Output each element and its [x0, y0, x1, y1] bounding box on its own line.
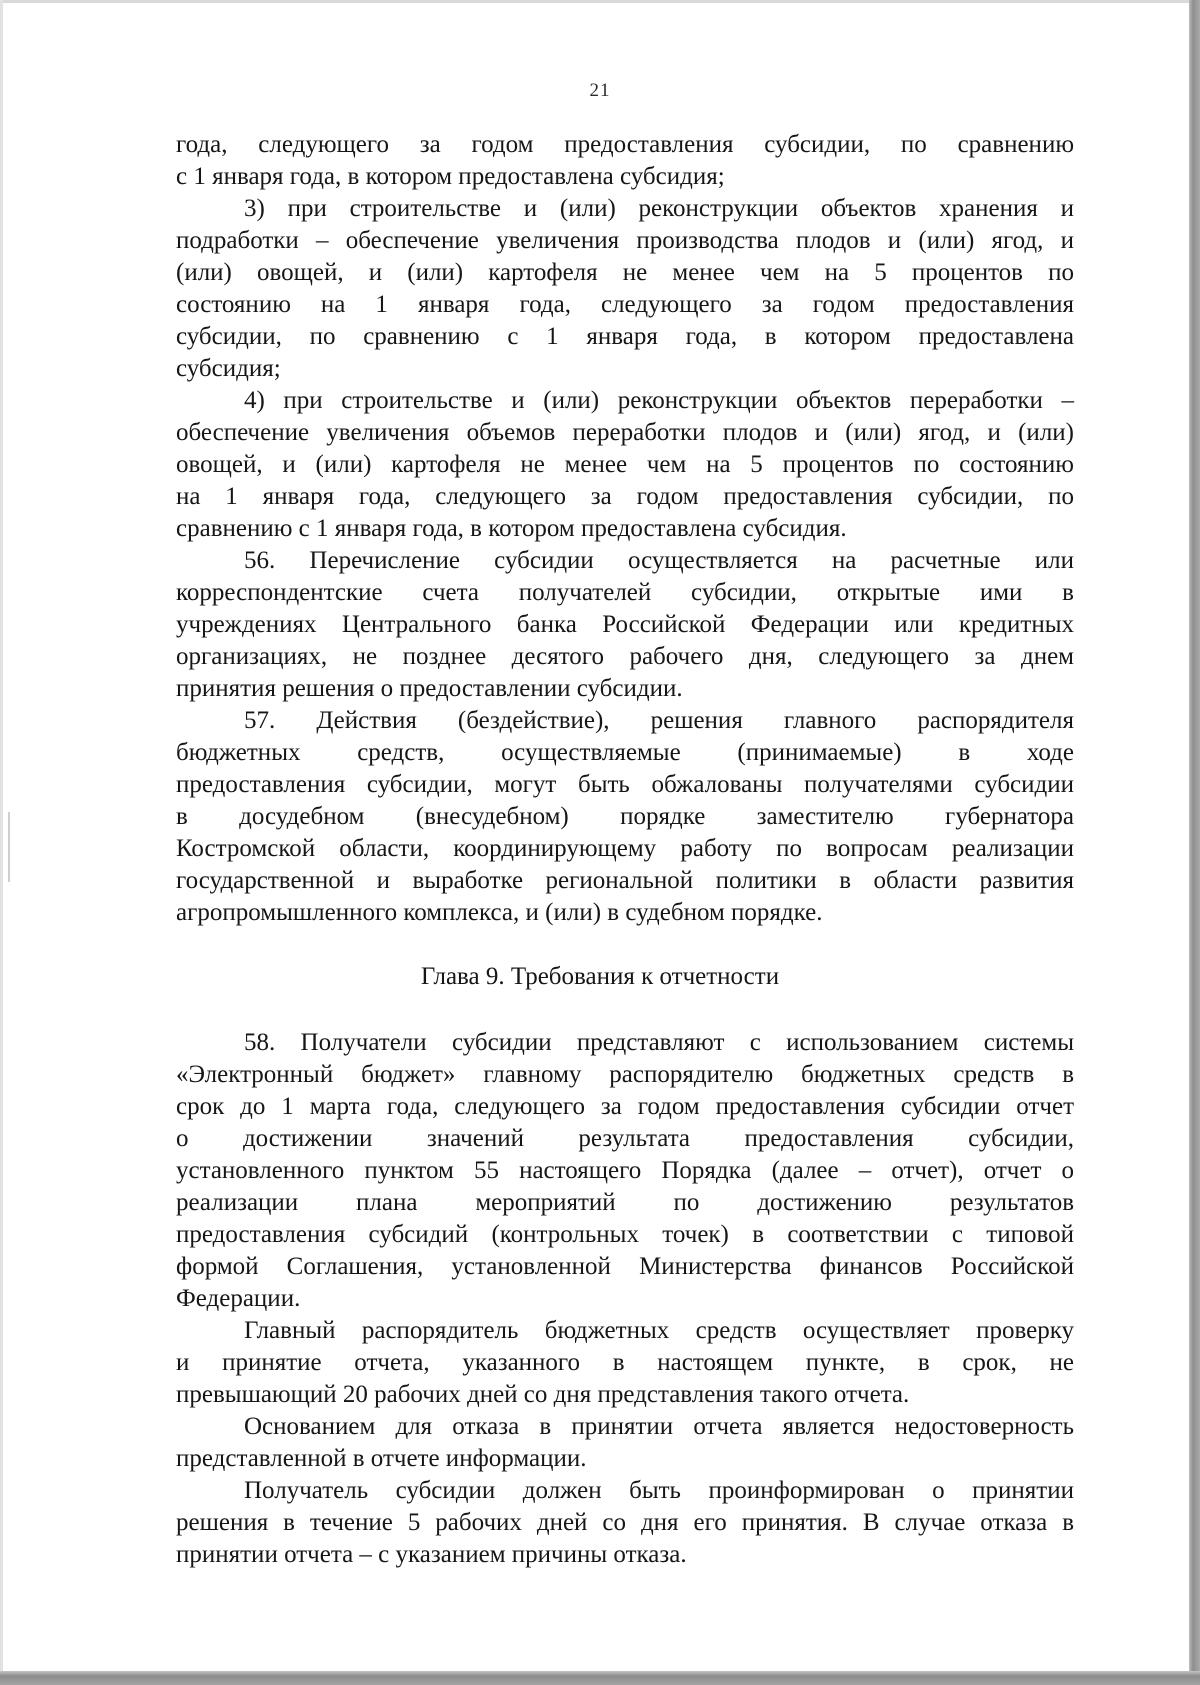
text-line: принятии отчета – с указанием причины отказа.	[176, 1541, 687, 1568]
text-line: субсидии, по сравнению с 1 января года, в котором предоставлена	[176, 323, 1074, 350]
text-line: на 1 января года, следующего за годом предоставления субсидии, по	[176, 483, 1074, 510]
text-line: сравнению с 1 января года, в котором предоставлена субсидия.	[176, 515, 847, 542]
text-line: государственной и выработке региональной политики в области развития	[176, 867, 1074, 894]
text-line: 3) при строительстве и (или) реконструкции объектов хранения и	[244, 195, 1074, 222]
text-line: учреждениях Центрального банка Российской Федерации или кредитных	[176, 611, 1074, 638]
text-line: обеспечение увеличения объемов переработки плодов и (или) ягод, и (или)	[176, 419, 1074, 446]
text-line: реализации плана мероприятий по достижению результатов	[176, 1189, 1074, 1216]
text-line: 58. Получатели субсидии представляют с использованием системы	[244, 1029, 1074, 1056]
text-block-lower	[176, 1027, 1074, 1571]
scan-edge-left	[0, 0, 3, 1671]
scan-edge-bottom	[0, 1671, 1200, 1685]
text-line: срок до 1 марта года, следующего за годом предоставления субсидии отчет	[176, 1093, 1074, 1120]
text-line: Основанием для отказа в принятии отчета является недостоверность	[244, 1413, 1074, 1440]
text-line: и принятие отчета, указанного в настоящем пункте, в срок, не	[176, 1349, 1074, 1376]
text-line: организациях, не позднее десятого рабочего дня, следующего за днем	[176, 643, 1074, 670]
margin-scan-mark	[8, 812, 10, 882]
text-line: Главный распорядитель бюджетных средств осуществляет проверку	[244, 1317, 1074, 1344]
text-line: предоставления субсидии, могут быть обжалованы получателями субсидии	[176, 771, 1074, 798]
text-line: Получатель субсидии должен быть проинформирован о принятии	[244, 1477, 1074, 1504]
text-line: Костромской области, координирующему работу по вопросам реализации	[176, 835, 1074, 862]
text-line: овощей, и (или) картофеля не менее чем на 5 процентов по состоянию	[176, 451, 1074, 478]
text-line: состоянию на 1 января года, следующего за годом предоставления	[176, 291, 1074, 318]
text-line: представленной в отчете информации.	[176, 1445, 587, 1472]
text-line: агропромышленного комплекса, и (или) в судебном порядке.	[176, 899, 823, 926]
text-line: с 1 января года, в котором предоставлена субсидия;	[176, 163, 725, 190]
text-line: бюджетных средств, осуществляемые (принимаемые) в ходе	[176, 739, 1074, 766]
text-line: 57. Действия (бездействие), решения главного распорядителя	[244, 707, 1074, 734]
text-line: корреспондентские счета получателей субсидии, открытые ими в	[176, 579, 1074, 606]
text-line: Федерации.	[176, 1285, 301, 1312]
text-line: 4) при строительстве и (или) реконструкции объектов переработки –	[244, 387, 1074, 414]
text-block-upper	[176, 129, 1074, 929]
text-line: принятия решения о предоставлении субсидии.	[176, 675, 683, 702]
text-line: превышающий 20 рабочих дней со дня представления такого отчета.	[176, 1381, 910, 1408]
text-line: года, следующего за годом предоставления субсидии, по сравнению	[176, 131, 1074, 158]
text-line: решения в течение 5 рабочих дней со дня его принятия. В случае отказа в	[176, 1509, 1074, 1536]
text-line: предоставления субсидий (контрольных точек) в соответствии с типовой	[176, 1221, 1074, 1248]
text-line: в досудебном (внесудебном) порядке заместителю губернатора	[176, 803, 1074, 830]
text-line: 56. Перечисление субсидии осуществляется на расчетные или	[244, 547, 1074, 574]
text-line: субсидия;	[176, 355, 281, 382]
chapter-heading: Глава 9. Требования к отчетности	[420, 963, 780, 990]
page-number: 21	[589, 80, 611, 101]
scan-edge-right	[1189, 0, 1200, 1685]
text-line: установленного пунктом 55 настоящего Порядка (далее – отчет), отчет о	[176, 1157, 1074, 1184]
text-line: (или) овощей, и (или) картофеля не менее чем на 5 процентов по	[176, 259, 1074, 286]
scan-edge-top	[0, 0, 1189, 3]
text-line: формой Соглашения, установленной Министерства финансов Российской	[176, 1253, 1074, 1280]
text-line: подработки – обеспечение увеличения производства плодов и (или) ягод, и	[176, 227, 1074, 254]
text-line: «Электронный бюджет» главному распорядителю бюджетных средств в	[176, 1061, 1074, 1088]
text-line: о достижении значений результата предоставления субсидии,	[176, 1125, 1074, 1152]
